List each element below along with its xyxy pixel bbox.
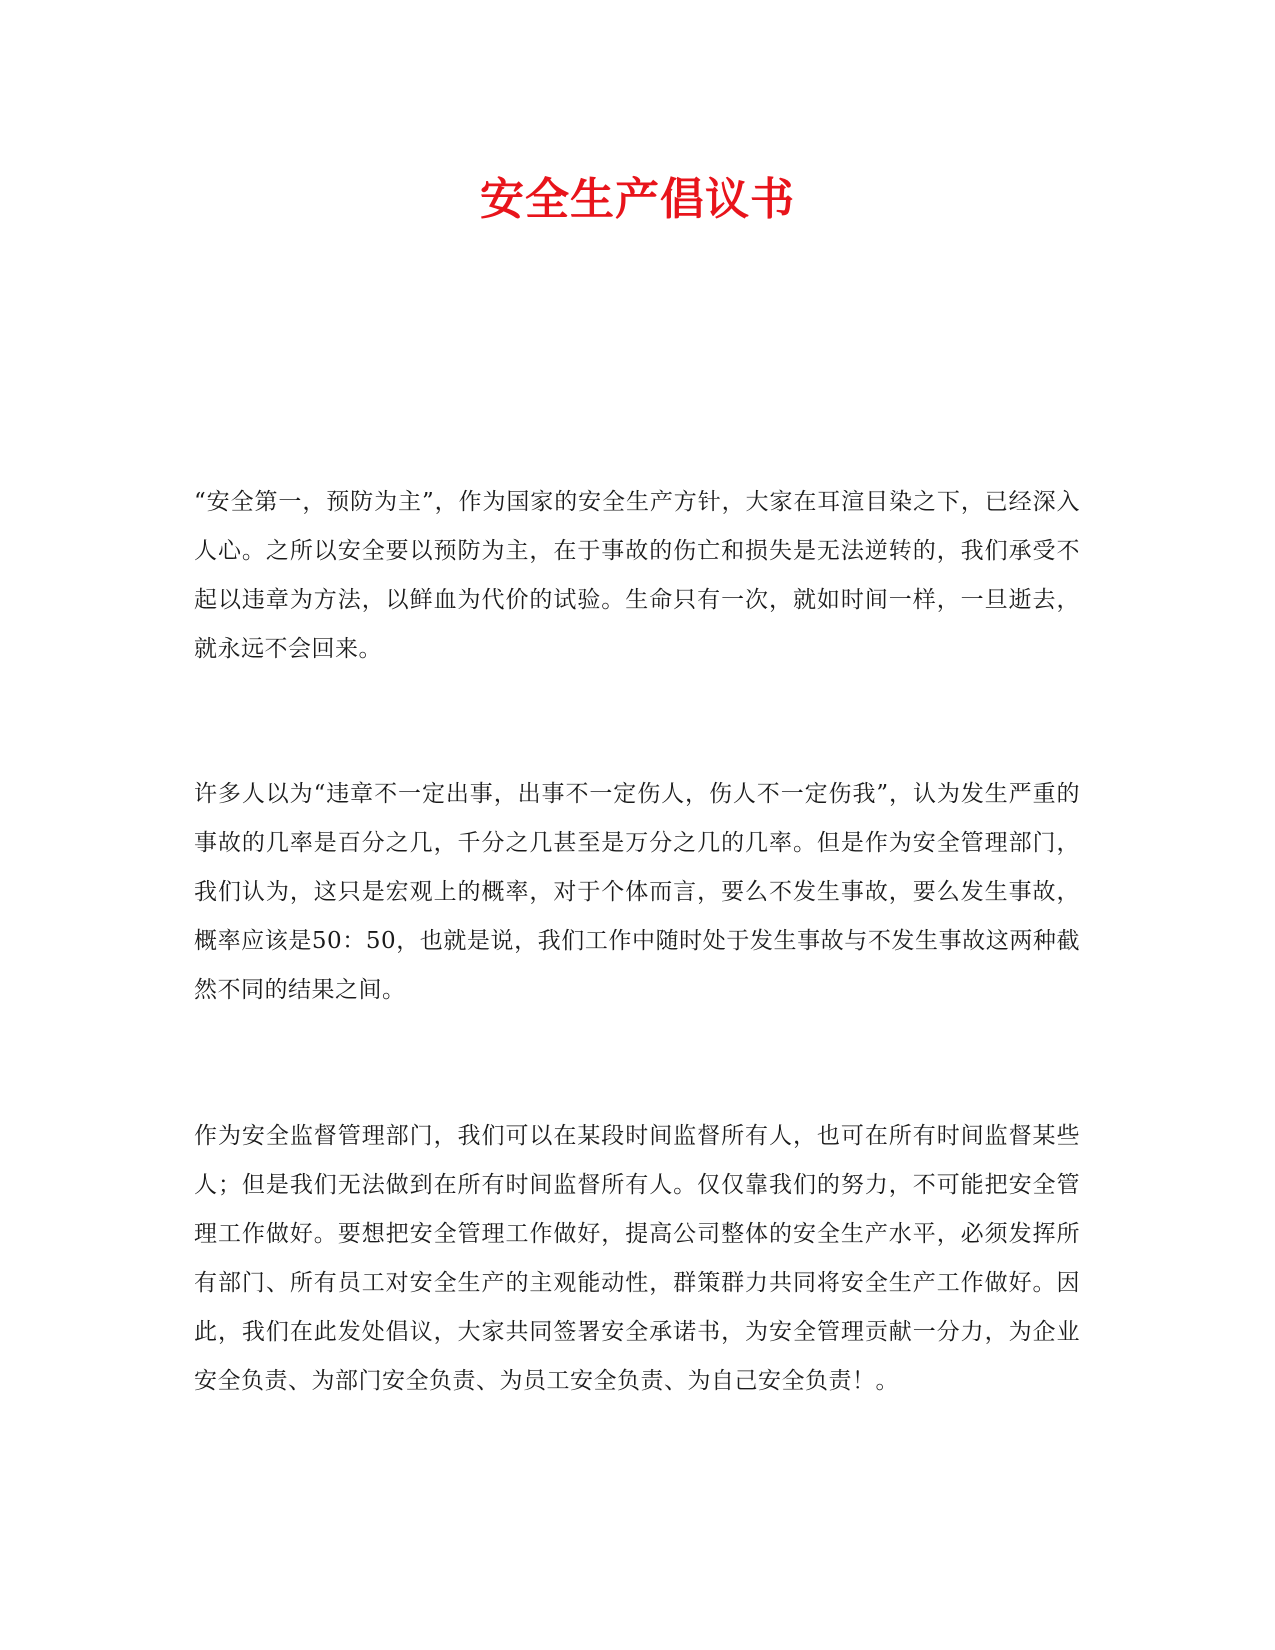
document-title: 安全生产倡议书 <box>480 174 795 225</box>
paragraph-safety-initiative: 作为安全监督管理部门，我们可以在某段时间监督所有人，也可在所有时间监督某些人；但是我们无法做到在所有时间监督所有人。仅仅靠我们的努力，不可能把安全管理工作做好。要想把安全管理工作做好，提高公司整体的安全生产水平，必须发挥所有部门、所有员工对安全生产的主观能动性，群策群力共同将安全生产工作做好。因此，我们在此发处倡议，大家共同签署安全承诺书，为安全管理贡献一分力，为企业安全负责、为部门安全负责、为员工安全负责、为自己安全负责！。 <box>194 1123 1080 1394</box>
paragraph-safety-first: “安全第一，预防为主”，作为国家的安全生产方针，大家在耳渲目染之下，已经深入人心。之所以安全要以预防为主，在于事故的伤亡和损失是无法逆转的，我们承受不起以违章为方法，以鲜血为代价的试验。生命只有一次，就如时间一样，一旦逝去，就永远不会回来。 <box>194 489 1080 662</box>
paragraph-accident-probability: 许多人以为“违章不一定出事，出事不一定伤人，伤人不一定伤我”，认为发生严重的事故的几率是百分之几，千分之几甚至是万分之几的几率。但是作为安全管理部门，我们认为，这只是宏观上的概率，对于个体而言，要么不发生事故，要么发生事故，概率应该是50：50，也就是说，我们工作中随时处于发生事故与不发生事故这两种截然不同的结果之间。 <box>194 781 1080 1003</box>
